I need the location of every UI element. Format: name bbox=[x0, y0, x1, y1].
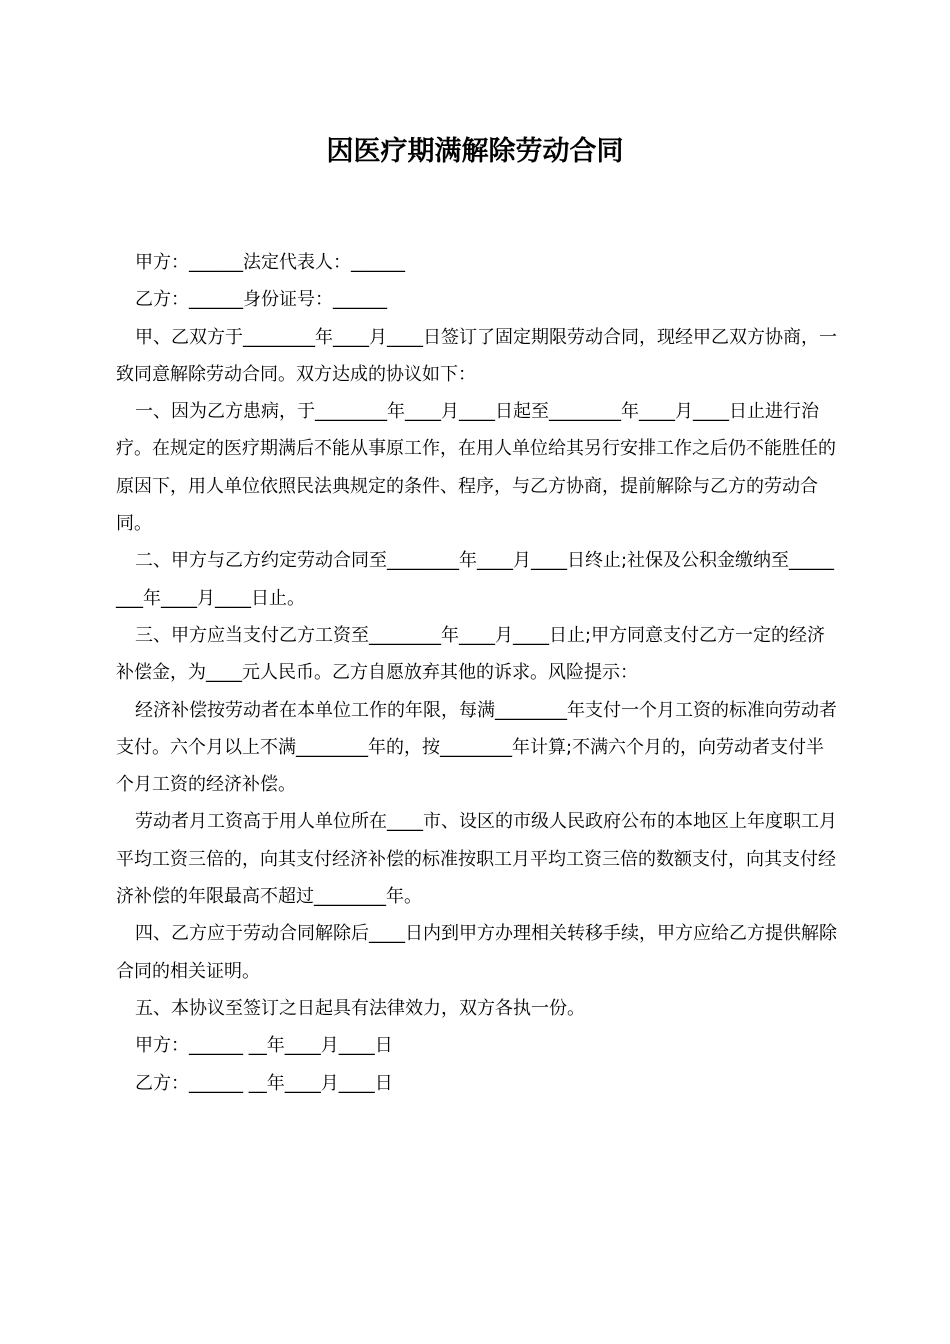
clause-4-paragraph: 四、乙方应于劳动合同解除后____日内到甲方办理相关转移手续，甲方应给乙方提供解除合同的相关证明。 bbox=[116, 923, 837, 982]
clause-5-paragraph: 五、本协议至签订之日起具有法律效力，双方各执一份。 bbox=[135, 997, 585, 1019]
document-title: 因医疗期满解除劳动合同 bbox=[326, 136, 624, 167]
party-a-line: 甲方：______法定代表人：______ bbox=[135, 252, 405, 273]
party-b-signature-line: 乙方：______ __年____月____日 bbox=[135, 1072, 393, 1094]
compensation-cap-paragraph: 劳动者月工资高于用人单位所在____市、设区的市级人民政府公布的本地区上年度职工月平均工资三倍的，向其支付经济补偿的标准按职工月平均工资三倍的数额支付，向其支付经济补偿的年限最高不超过________年。 bbox=[116, 811, 837, 908]
clause-3-paragraph: 三、甲方应当支付乙方工资至________年____月____日止;甲方同意支付乙方一定的经济补偿金，为____元人民币。乙方自愿放弃其他的诉求。风险提示： bbox=[116, 624, 826, 684]
party-b-line: 乙方：______身份证号：______ bbox=[135, 289, 387, 311]
compensation-paragraph: 经济补偿按劳动者在本单位工作的年限，每满________年支付一个月工资的标准向劳动者支付。六个月以上不满________年的，按________年计算;不满六个月的，向劳动者支付半个月工资的经济补偿。 bbox=[116, 699, 837, 796]
clause-2-paragraph: 二、甲方与乙方约定劳动合同至________年____月____日终止;社保及公积金缴纳至________年____月____日止。 bbox=[116, 550, 835, 609]
clause-1-paragraph: 一、因为乙方患病，于________年____月____日起至________年____月____日止进行治疗。在规定的医疗期满后不能从事原工作，在用人单位给其另行安排工作之后仍不能胜任的原因下，用人单位依照民法典规定的条件、程序，与乙方协商，提前解除与乙方的劳动合同。 bbox=[116, 401, 836, 535]
document-body bbox=[116, 244, 838, 1102]
party-a-signature-line: 甲方：______ __年____月____日 bbox=[135, 1035, 393, 1057]
preamble-paragraph: 甲、乙双方于________年____月____日签订了固定期限劳动合同，现经甲乙双方协商，一致同意解除劳动合同。双方达成的协议如下： bbox=[116, 326, 837, 385]
